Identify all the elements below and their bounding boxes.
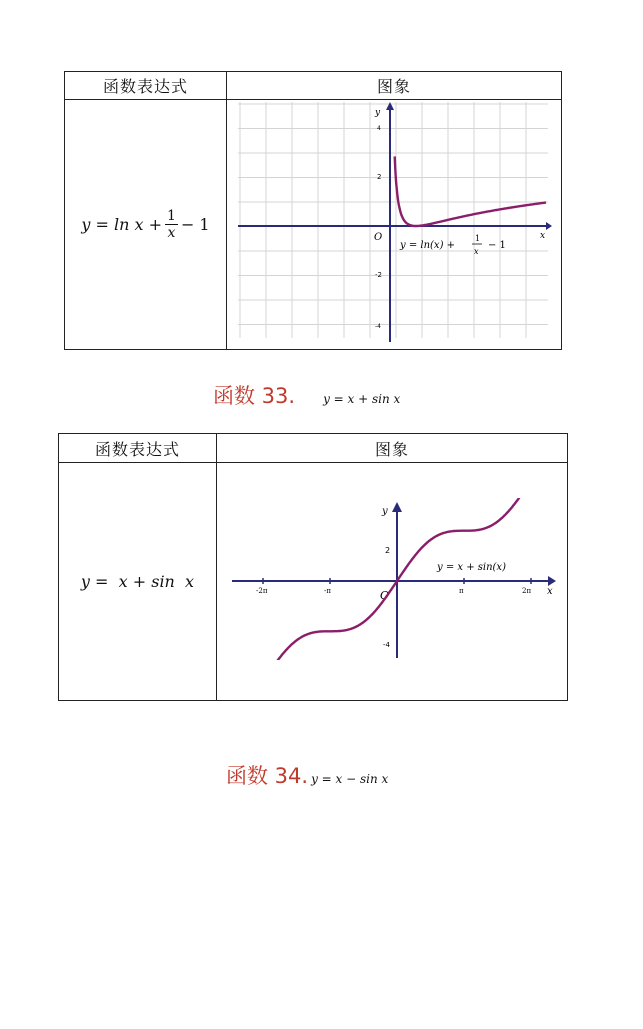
column-divider: [216, 434, 217, 700]
header-graph: 图象: [374, 439, 409, 459]
x-tick-label: -2π: [256, 587, 268, 595]
caption-function-34: [226, 760, 388, 790]
y-axis-label: y: [382, 506, 388, 517]
curve-label-suffix: − 1: [488, 240, 506, 251]
column-divider: [226, 72, 227, 349]
y-axis-arrow-icon: [386, 102, 394, 110]
function-curve: [395, 156, 546, 226]
x-axis-arrow-icon: [546, 222, 552, 230]
header-graph: 图象: [376, 77, 411, 96]
formula-prefix: y = ln x +: [81, 215, 163, 234]
caption-label: 函数 33.: [213, 384, 296, 408]
header-expression: 函数表达式: [102, 77, 188, 96]
caption-formula: y = x − sin x: [311, 772, 389, 786]
origin-label: O: [374, 232, 383, 243]
y-tick-label: 4: [377, 125, 381, 132]
grid-lines: [238, 102, 548, 338]
caption-function-33: [213, 380, 400, 410]
formula-cell: [59, 463, 216, 700]
formula-suffix: − 1: [180, 215, 210, 234]
y-tick-label: 2: [385, 546, 391, 555]
y-tick-label: 2: [377, 173, 382, 181]
header-expression: 函数表达式: [94, 439, 180, 459]
curve-label-prefix: y = ln(x) +: [400, 240, 456, 251]
caption-formula: y = x + sin x: [323, 392, 401, 406]
origin-label: O: [380, 589, 390, 602]
formula-cell: [65, 100, 226, 349]
graph-ln-plus-reciprocal: [238, 102, 552, 342]
fraction-numerator: 1: [167, 208, 176, 224]
y-tick-label: -2: [375, 271, 382, 279]
fraction-denominator: x: [167, 225, 176, 241]
x-tick-label: -π: [324, 587, 331, 595]
curve-label-numerator: 1: [475, 234, 481, 243]
caption-label: 函数 34.: [226, 764, 309, 788]
graph-x-plus-sin: [232, 498, 560, 660]
curve-label: y = x + sin(x): [437, 562, 506, 573]
y-tick-label: -4: [375, 323, 381, 330]
formula-fraction: [165, 208, 178, 241]
x-axis-arrow-icon: [548, 576, 556, 586]
x-axis-label: x: [547, 586, 553, 597]
curve-label-denominator: x: [474, 247, 479, 256]
x-axis-label: x: [540, 231, 546, 241]
curve-label: [399, 234, 506, 256]
y-axis-arrow-icon: [392, 502, 402, 512]
x-tick-label: π: [459, 587, 464, 595]
formula-text: y = x + sin x: [80, 572, 195, 591]
y-axis-label: y: [375, 108, 381, 118]
x-tick-label: 2π: [522, 587, 532, 595]
y-tick-label: -4: [383, 641, 390, 649]
